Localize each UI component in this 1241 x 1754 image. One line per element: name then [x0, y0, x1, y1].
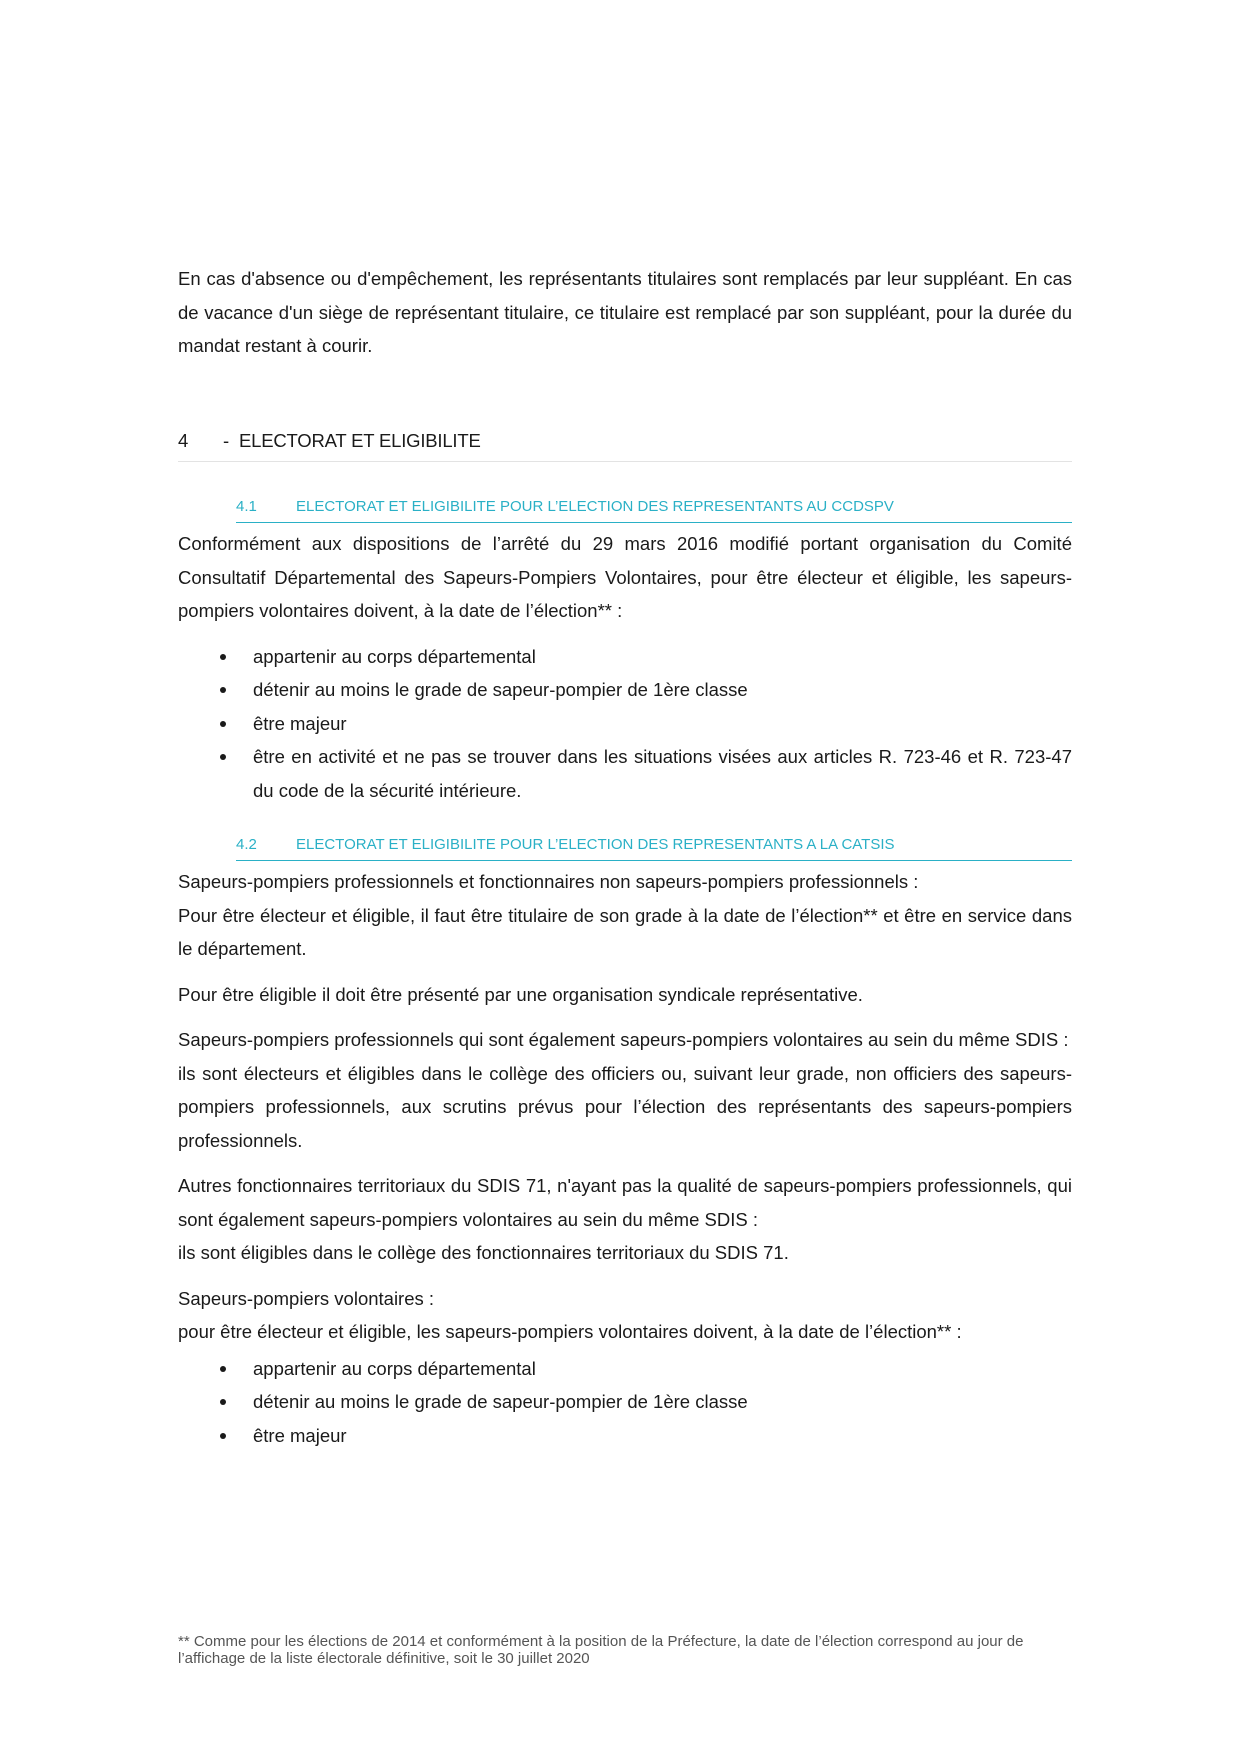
section-4-1-paragraph: Conformément aux dispositions de l’arrêté du 29 mars 2016 modifié portant organisation du Comité Consultatif Départemental des Sapeurs-Pompiers Volontaires, pour être électeur et éligible, les sapeurs-pompiers volontaires doivent, à la date de l’élection** :	[178, 533, 1072, 621]
section-4-dash: -	[223, 429, 229, 451]
list-item: détenir au moins le grade de sapeur-pompier de 1ère classe	[178, 673, 1072, 707]
list-item: appartenir au corps départemental	[178, 1352, 1072, 1386]
footnote: ** Comme pour les élections de 2014 et conformément à la position de la Préfecture, la date de l’élection correspond au jour de l’affichage de la liste électorale définitive, soit le 30 juillet 2020	[178, 1633, 1024, 1667]
spp-paragraph: Pour être électeur et éligible, il faut être titulaire de son grade à la date de l’élection** et être en service dans le département.	[178, 904, 1072, 959]
section-4-1-number: 4.1	[236, 498, 257, 515]
other-officials-paragraph: ils sont éligibles dans le collège des fonctionnaires territoriaux du SDIS 71.	[178, 1242, 789, 1263]
section-4-1-title: ELECTORAT ET ELIGIBILITE POUR L’ELECTION DES REPRESENTANTS AU CCDSPV	[296, 498, 894, 515]
section-4-title: ELECTORAT ET ELIGIBILITE	[239, 429, 481, 451]
section-4-2-number: 4.2	[236, 836, 257, 853]
list-item: être en activité et ne pas se trouver dans les situations visées aux articles R. 723-46 et R. 723-47 du code de la sécurité intérieure.	[178, 740, 1072, 807]
section-4-2-heading	[236, 833, 1072, 861]
section-4-2-title: ELECTORAT ET ELIGIBILITE POUR L’ELECTION DES REPRESENTANTS A LA CATSIS	[296, 836, 895, 853]
other-officials-heading-line: Autres fonctionnaires territoriaux du SDIS 71, n'ayant pas la qualité de sapeurs-pompiers professionnels, qui sont également sapeurs-pompiers volontaires au sein du même SDIS :	[178, 1175, 1072, 1230]
document-body	[178, 262, 1072, 1452]
spv-paragraph: pour être électeur et éligible, les sapeurs-pompiers volontaires doivent, à la date de l’élection** :	[178, 1321, 962, 1342]
section-4-2-bullet-list	[178, 1352, 1072, 1453]
eligibility-paragraph: Pour être éligible il doit être présenté par une organisation syndicale représentative.	[178, 983, 863, 1005]
spp-spv-heading-line: Sapeurs-pompiers professionnels qui sont également sapeurs-pompiers volontaires au sein du même SDIS :	[178, 1029, 1069, 1050]
section-4-number: 4	[178, 429, 189, 451]
section-4-1-bullet-list	[178, 640, 1072, 808]
list-item: être majeur	[178, 707, 1072, 741]
spp-spv-paragraph: ils sont électeurs et éligibles dans le collège des officiers ou, suivant leur grade, non officiers des sapeurs-pompiers professionnels, aux scrutins prévus pour l’élection des représentants des sapeurs-pompiers professionnels.	[178, 1062, 1072, 1151]
spv-heading-line: Sapeurs-pompiers volontaires :	[178, 1287, 435, 1309]
section-4-1-heading	[236, 495, 1072, 523]
section-4-heading	[178, 424, 1072, 463]
list-item: appartenir au corps départemental	[178, 640, 1072, 674]
list-item: être majeur	[178, 1419, 1072, 1453]
intro-paragraph: En cas d'absence ou d'empêchement, les représentants titulaires sont remplacés par leur suppléant. En cas de vacance d'un siège de représentant titulaire, ce titulaire est remplacé par son suppléant, pour la durée du mandat restant à courir.	[178, 268, 1072, 356]
spp-heading-line: Sapeurs-pompiers professionnels et fonctionnaires non sapeurs-pompiers professionnels :	[178, 871, 919, 892]
list-item: détenir au moins le grade de sapeur-pompier de 1ère classe	[178, 1385, 1072, 1419]
